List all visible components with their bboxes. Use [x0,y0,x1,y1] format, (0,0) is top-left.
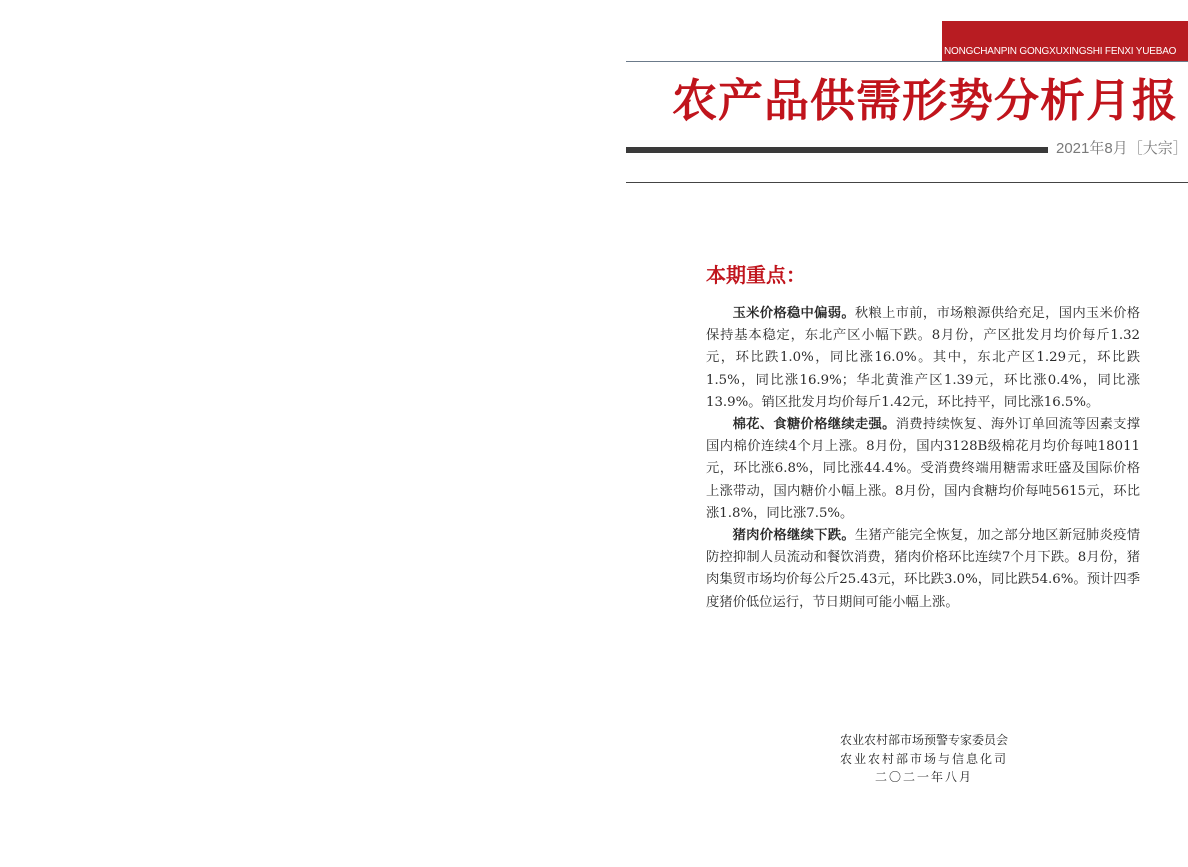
signature-committee: 农业农村部市场预警专家委员会 [839,733,1008,747]
highlights-heading: 本期重点： [706,263,806,287]
highlights-body [706,303,1140,614]
paragraph-text: 生猪产能完全恢复，加之部分地区新冠肺炎疫情防控抑制人员流动和餐饮消费，猪肉价格环比连续7个月下跌。8月份，猪肉集贸市场均价每公斤25.43元，环比跌3.0%，同比跌54.6%。预计四季度猪价低位运行，节日期间可能小幅上涨。 [706,528,1141,610]
signature-department: 农业农村部市场与信息化司 [839,751,1008,766]
paragraph-text: 秋粮上市前，市场粮源供给充足，国内玉米价格保持基本稳定，东北产区小幅下跌。8月份，产区批发月均价每斤1.32元，环比跌1.0%，同比涨16.0%。其中，东北产区1.29元，环比跌1.5%，同比涨16.9%；华北黄淮产区1.39元，环比涨0.4%，同比涨13.9%。销区批发月均价每斤1.42元，环比持平，同比涨16.5%。 [706,306,1141,410]
highlight-paragraph-corn [706,303,1140,414]
signature-block [800,731,1048,787]
signature-date: 二〇二一年八月 [874,770,973,784]
header-thick-rule [626,147,1048,153]
paragraph-text: 消费持续恢复、海外订单回流等因素支撑国内棉价连续4个月上涨。8月份，国内3128B级棉花月均价每吨18011元，环比涨6.8%，同比涨44.4%。受消费终端用糖需求旺盛及国际价格上涨带动，国内糖价小幅上涨。8月份，国内食糖均价每吨5615元，环比涨1.8%，同比涨7.5%。 [706,417,1141,521]
highlight-paragraph-pork [706,525,1140,614]
paragraph-lead: 棉花、食糖价格继续走强。 [732,417,896,433]
paragraph-lead: 玉米价格稳中偏弱。 [732,306,855,321]
header-bottom-rule [626,182,1188,183]
highlight-paragraph-cotton-sugar [706,414,1140,525]
header-top-rule [626,61,1188,62]
report-title: 农产品供需形势分析月报 [672,74,1179,127]
paragraph-lead: 猪肉价格继续下跌。 [732,528,855,544]
issue-label: 2021年8月［大宗］ [1056,140,1188,157]
banner-pinyin-text: NONGCHANPIN GONGXUXINGSHI FENXI YUEBAO [944,46,1177,57]
